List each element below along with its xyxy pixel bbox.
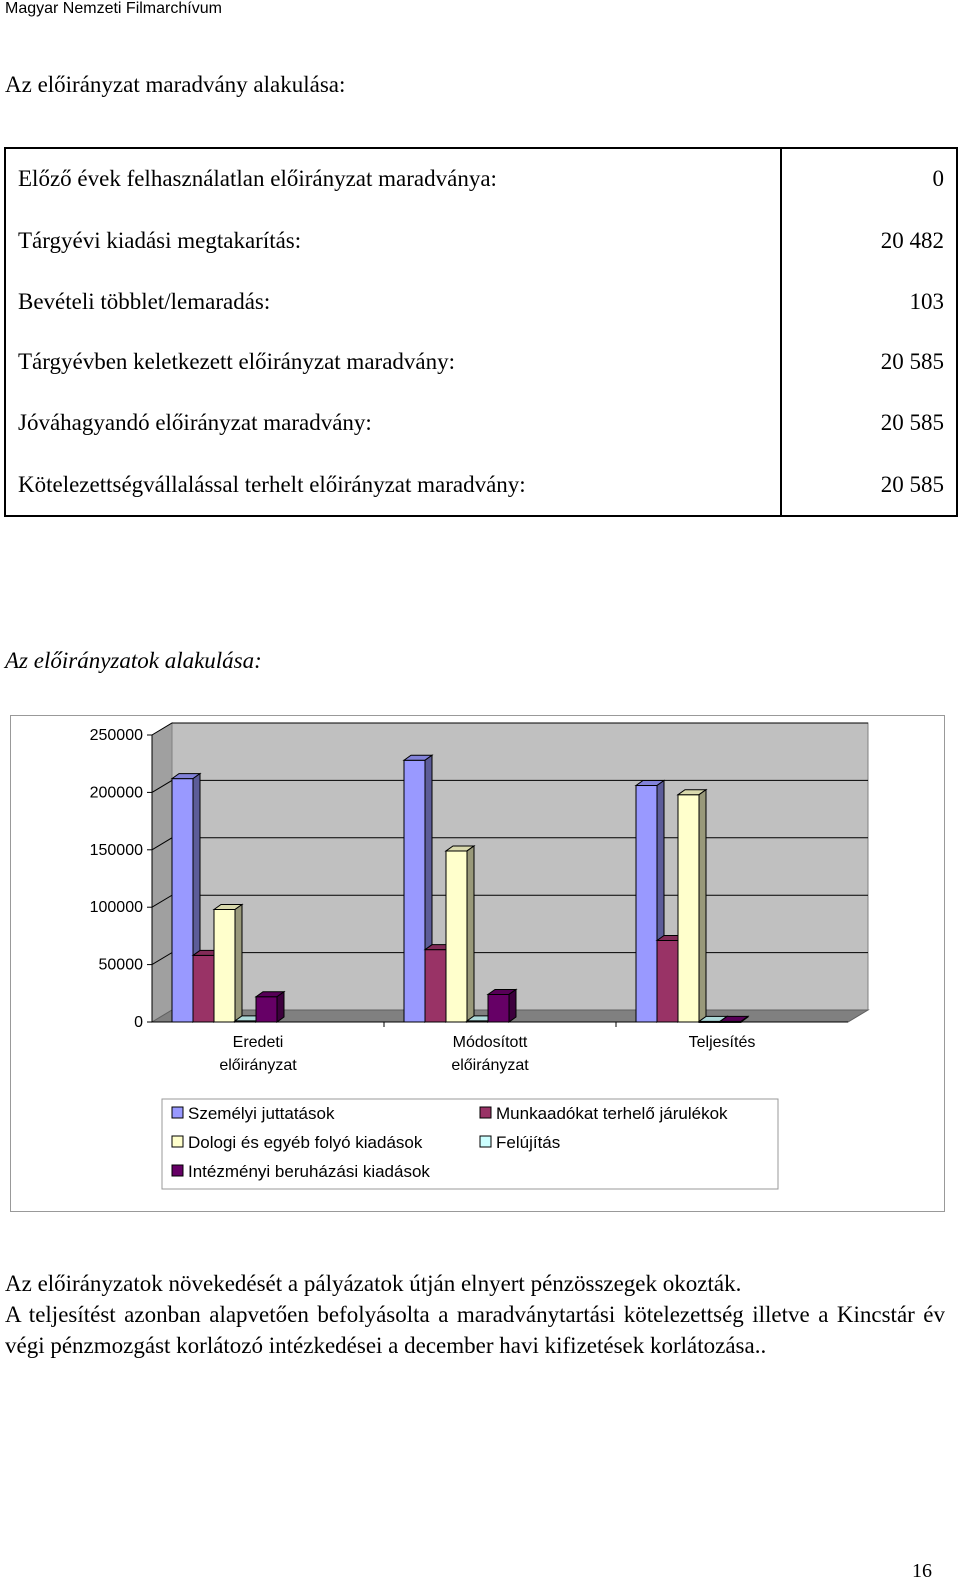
row-label: Előző évek felhasználatlan előirányzat maradványa: <box>5 148 781 209</box>
legend-swatch <box>480 1136 491 1147</box>
bar <box>446 851 467 1022</box>
y-tick-label: 0 <box>134 1014 143 1031</box>
row-value: 20 482 <box>781 209 957 272</box>
x-category-label: Módosított <box>452 1034 528 1051</box>
row-label: Bevételi többlet/lemaradás: <box>5 272 781 332</box>
y-tick-label: 250000 <box>89 727 143 744</box>
bar <box>256 997 277 1022</box>
bar-side <box>699 790 706 1022</box>
x-category-label: Eredeti <box>232 1034 284 1051</box>
legend-label: Személyi juttatások <box>188 1104 335 1123</box>
bar <box>214 909 235 1022</box>
organization-header: Magyar Nemzeti Filmarchívum <box>5 0 222 17</box>
chart-back-wall <box>172 723 868 1010</box>
bar-side <box>235 904 242 1022</box>
legend-label: Munkaadókat terhelő járulékok <box>496 1104 728 1123</box>
y-tick-label: 50000 <box>98 956 143 974</box>
row-value: 0 <box>781 148 957 209</box>
chart-side-wall <box>152 723 172 1022</box>
x-category-label: előirányzat <box>451 1057 529 1074</box>
bar <box>425 950 446 1022</box>
bar-side <box>509 989 516 1022</box>
bar-side <box>277 992 284 1022</box>
bar <box>193 955 214 1022</box>
row-value: 103 <box>781 272 957 332</box>
row-label: Jóváhagyandó előirányzat maradvány: <box>5 392 781 454</box>
y-tick-label: 200000 <box>89 784 143 802</box>
legend-label: Dologi és egyéb folyó kiadások <box>188 1133 423 1152</box>
page-number: 16 <box>912 1560 932 1582</box>
remainder-section-title: Az előirányzat maradvány alakulása: <box>5 72 346 97</box>
paragraph: A teljesítést azonban alapvetően befolyásolta a maradványtartási kötelezettség illetve a Kincstár év végi pénzmozgást korlátozó intézkedései a december havi kifizetések korlátozása.. <box>5 1302 945 1358</box>
row-value: 20 585 <box>781 454 957 516</box>
bar <box>678 795 699 1022</box>
bar <box>404 760 425 1022</box>
row-label: Tárgyévi kiadási megtakarítás: <box>5 209 781 272</box>
bar <box>172 779 193 1022</box>
legend-label: Intézményi beruházási kiadások <box>188 1162 430 1181</box>
row-label: Kötelezettségvállalással terhelt előirányzat maradvány: <box>5 454 781 516</box>
bar <box>657 940 678 1022</box>
row-value: 20 585 <box>781 332 957 392</box>
paragraph: Az előirányzatok növekedését a pályázatok útján elnyert pénzösszegek okozták. <box>5 1271 742 1296</box>
chart-title: Az előirányzatok alakulása: <box>5 648 262 673</box>
bar <box>488 994 509 1022</box>
legend-label: Felújítás <box>496 1133 561 1152</box>
x-category-label: Teljesítés <box>688 1034 756 1051</box>
y-tick-label: 100000 <box>89 899 143 917</box>
x-category-label: előirányzat <box>219 1057 297 1074</box>
row-value: 20 585 <box>781 392 957 454</box>
legend-swatch <box>172 1136 183 1147</box>
y-tick-label: 150000 <box>89 841 143 859</box>
bar <box>636 786 657 1022</box>
legend-swatch <box>172 1165 183 1176</box>
legend-swatch <box>172 1107 183 1118</box>
bar-side <box>467 846 474 1022</box>
legend-swatch <box>480 1107 491 1118</box>
row-label: Tárgyévben keletkezett előirányzat maradvány: <box>5 332 781 392</box>
